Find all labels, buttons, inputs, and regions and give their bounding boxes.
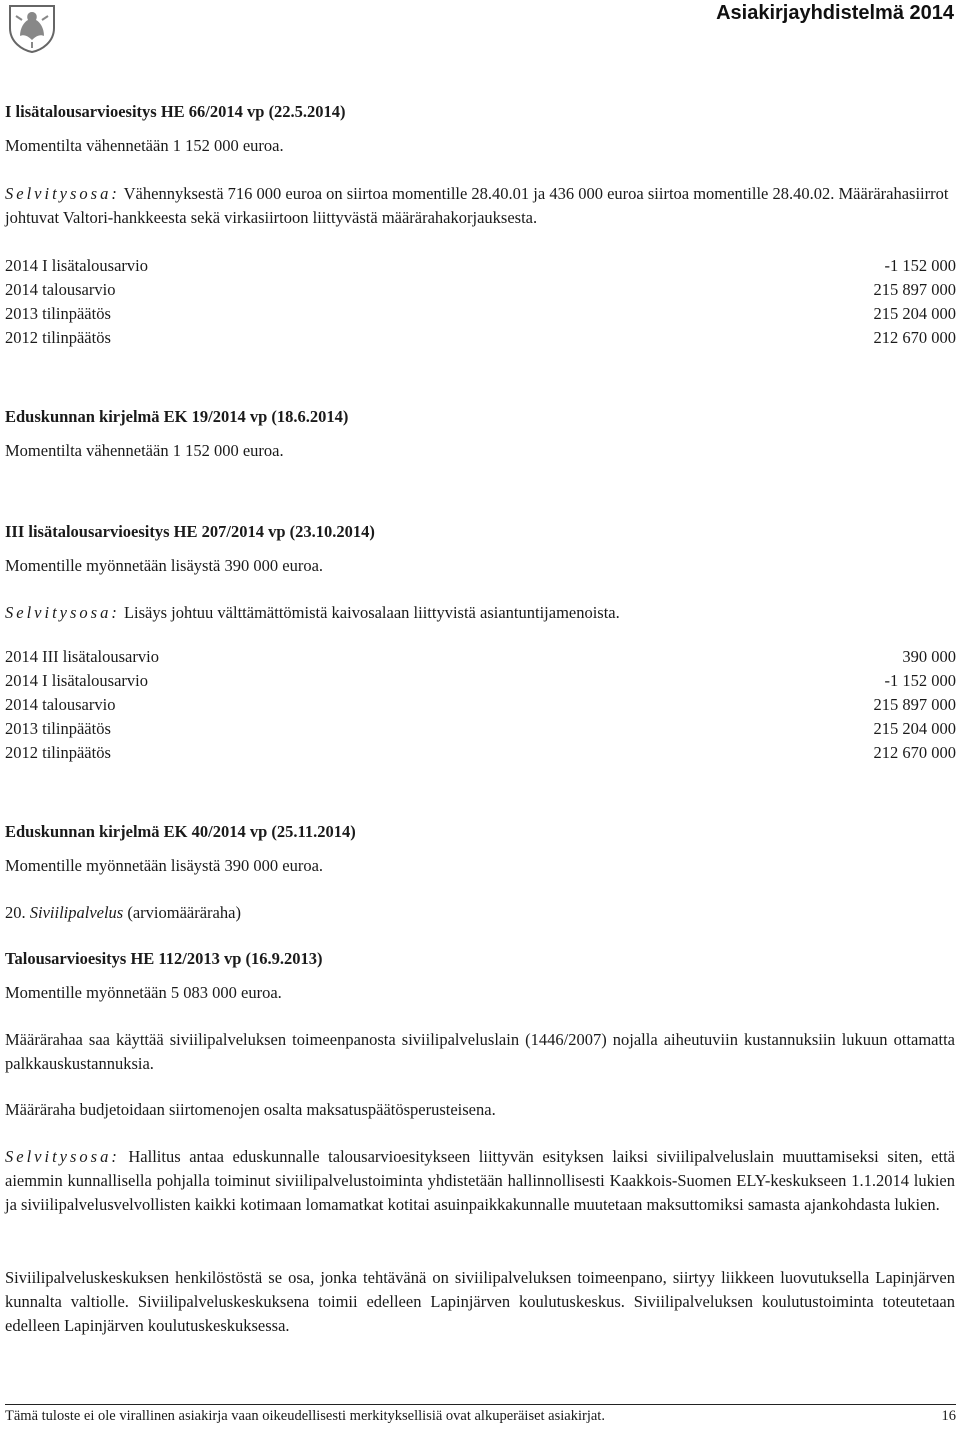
table-row: 2012 tilinpäätös 212 670 000: [5, 743, 956, 762]
footer-disclaimer: Tämä tuloste ei ole virallinen asiakirja vaan oikeudellisesti merkityksellisiä ovat alkuperäiset asiakirjat.: [5, 1408, 605, 1424]
sec2-heading: Eduskunnan kirjelmä EK 19/2014 vp (18.6.2014): [5, 407, 349, 426]
page-number: 16: [941, 1408, 956, 1424]
table-row: 2014 III lisätalousarvio 390 000: [5, 647, 956, 666]
sec6-line: Momentille myönnetään 5 083 000 euroa.: [5, 983, 282, 1002]
sec4-line: Momentille myönnetään lisäystä 390 000 euroa.: [5, 856, 324, 875]
sec6-heading: Talousarvioesitys HE 112/2013 vp (16.9.2013): [5, 949, 323, 968]
table-row: 2014 I lisätalousarvio -1 152 000: [5, 256, 956, 275]
table-row: 2014 talousarvio 215 897 000: [5, 695, 956, 714]
sec6-para3: Siviilipalveluskeskuksen henkilöstöstä se osa, jonka tehtävänä on siviilipalveluksen toimeenpano, siirtyy liikkeen luovutuksella Lapinjärven kunnalta valtiolle. Siviilipalveluskeskuksena toimii edelleen Lapinjärven koulutuskeskus. Siviilipalveluksen koulutustoiminta toteutetaan edelleen Lapinjärven koulutuskeskuksessa.: [5, 1268, 955, 1335]
sec6-para1: Määrärahaa saa käyttää siviilipalveluksen toimeenpanosta siviilipalveluslain (1446/2007) nojalla aiheutuviin kustannuksiin lukuun ottamatta palkkauskustannuksia.: [5, 1030, 955, 1073]
table-row: 2013 tilinpäätös 215 204 000: [5, 304, 956, 323]
selvitysosa-label: Selvitysosa:: [5, 1147, 120, 1166]
selvitysosa-text: Lisäys johtuu välttämättömistä kaivosalaan liittyvistä asiantuntijamenoista.: [119, 603, 620, 622]
footer-divider: [5, 1404, 956, 1405]
table-row: 2013 tilinpäätös 215 204 000: [5, 719, 956, 738]
sec1-selvitysosa: [5, 182, 955, 230]
moment-title: 20. Siviilipalvelus (arviomääräraha): [5, 903, 241, 922]
selvitysosa-text: Vähennyksestä 716 000 euroa on siirtoa momentille 28.40.01 ja 436 000 euroa siirtoa momentille 28.40.02. Määrärahasiirrot johtuvat Valtori-hankkeesta sekä virkasiirtoon liittyvästä määrärahakorjauksesta.: [5, 184, 949, 227]
sec3-line: Momentille myönnetään lisäystä 390 000 euroa.: [5, 556, 324, 575]
sec6-para2: Määräraha budjetoidaan siirtomenojen osalta maksatuspäätösperusteisena.: [5, 1100, 496, 1119]
sec6-selvitysosa: [5, 1145, 955, 1217]
sec1-heading: I lisätalousarvioesitys HE 66/2014 vp (22.5.2014): [5, 102, 346, 121]
selvitysosa-label: Selvitysosa:: [5, 603, 120, 622]
footer: [5, 1406, 956, 1426]
table-row: 2012 tilinpäätös 212 670 000: [5, 328, 956, 347]
sec1-line: Momentilta vähennetään 1 152 000 euroa.: [5, 136, 284, 155]
document-collection-title: Asiakirjayhdistelmä 2014: [716, 2, 954, 24]
table-row: 2014 I lisätalousarvio -1 152 000: [5, 671, 956, 690]
sec3-selvitysosa: [5, 601, 955, 625]
selvitysosa-label: Selvitysosa:: [5, 184, 120, 203]
table-row: 2014 talousarvio 215 897 000: [5, 280, 956, 299]
selvitysosa-text: Hallitus antaa eduskunnalle talousarvioesitykseen liittyvän esityksen laiksi siviilipalveluslain muuttamiseksi siten, että aiemmin kunnallisella pohjalla toiminut siviilipalvelustoiminta yhdistetään hallinnollisesti Kaakkois-Suomen ELY-keskukseen 1.1.2014 lukien ja siviilipalvelusvelvollisten kaikki kotimaan lomamatkat kotitai asuinpaikkakunnalle muutetaan maksuttomiksi samasta ajankohdasta lukien.: [5, 1147, 955, 1214]
sec3-heading: III lisätalousarvioesitys HE 207/2014 vp (23.10.2014): [5, 522, 375, 541]
sec4-heading: Eduskunnan kirjelmä EK 40/2014 vp (25.11.2014): [5, 822, 356, 841]
finnish-lion-crest-icon: [6, 2, 58, 54]
sec2-line: Momentilta vähennetään 1 152 000 euroa.: [5, 441, 284, 460]
